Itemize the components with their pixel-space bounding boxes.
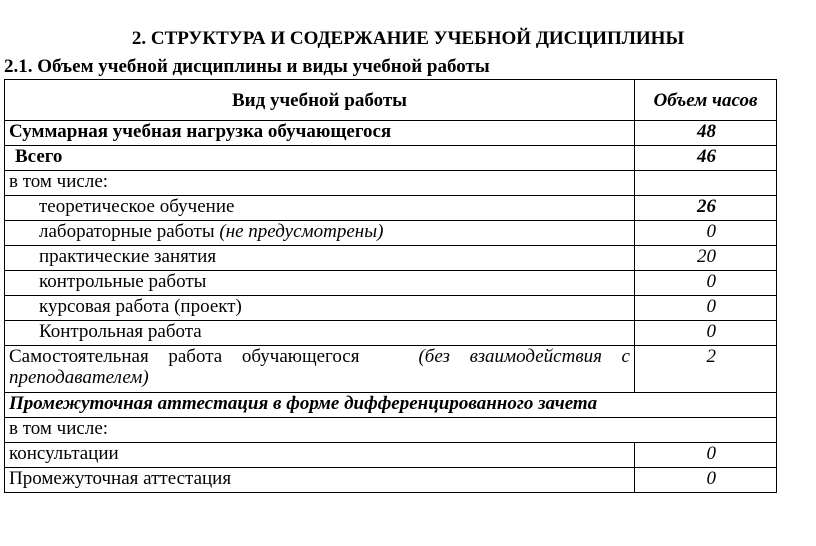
table-row — [5, 393, 777, 418]
row-label: курсовая работа (проект) — [5, 296, 635, 321]
row-note: (без взаимодействия с преподавателем) — [9, 346, 630, 388]
table-row — [5, 121, 777, 146]
row-label: теоретическое обучение — [5, 196, 635, 221]
row-label: Всего — [5, 146, 635, 171]
table-row — [5, 221, 777, 246]
row-value: 20 — [635, 246, 777, 271]
table-row — [5, 246, 777, 271]
header-hours: Объем часов — [635, 80, 777, 121]
table-row — [5, 271, 777, 296]
section-heading: 2. СТРУКТУРА И СОДЕРЖАНИЕ УЧЕБНОЙ ДИСЦИПЛИНЫ — [131, 28, 685, 49]
row-value: 46 — [635, 146, 777, 171]
row-label-cell — [5, 221, 635, 246]
row-note: (не предусмотрены) — [219, 221, 384, 242]
row-value: 0 — [635, 221, 777, 246]
table-row — [5, 171, 777, 196]
row-label: Промежуточная аттестация в форме дифференцированного зачета — [5, 393, 777, 418]
row-label: практические занятия — [5, 246, 635, 271]
table-row — [5, 443, 777, 468]
row-value: 0 — [635, 296, 777, 321]
row-label: лабораторные работы — [39, 221, 215, 242]
row-label: контрольные работы — [5, 271, 635, 296]
row-value: 2 — [635, 346, 777, 393]
table-header-row — [5, 80, 777, 121]
row-label: Промежуточная аттестация — [5, 468, 635, 493]
row-label: Суммарная учебная нагрузка обучающегося — [5, 121, 635, 146]
row-label: Самостоятельная работа обучающегося — [9, 346, 360, 367]
row-label-cell — [5, 346, 635, 393]
table-row — [5, 468, 777, 493]
table-row — [5, 346, 777, 393]
row-value — [635, 171, 777, 196]
workload-table — [4, 79, 777, 493]
row-label: консультации — [5, 443, 635, 468]
table-row — [5, 321, 777, 346]
row-label: в том числе: — [5, 418, 777, 443]
table-row — [5, 418, 777, 443]
row-value: 26 — [635, 196, 777, 221]
row-label: Контрольная работа — [5, 321, 635, 346]
subsection-heading: 2.1. Объем учебной дисциплины и виды учебной работы — [4, 56, 490, 77]
row-value: 0 — [635, 271, 777, 296]
row-value: 0 — [635, 443, 777, 468]
row-value: 48 — [635, 121, 777, 146]
row-value: 0 — [635, 321, 777, 346]
row-label: в том числе: — [5, 171, 635, 196]
table-row — [5, 196, 777, 221]
table-row — [5, 146, 777, 171]
table-row — [5, 296, 777, 321]
row-value: 0 — [635, 468, 777, 493]
header-work-type: Вид учебной работы — [5, 80, 635, 121]
